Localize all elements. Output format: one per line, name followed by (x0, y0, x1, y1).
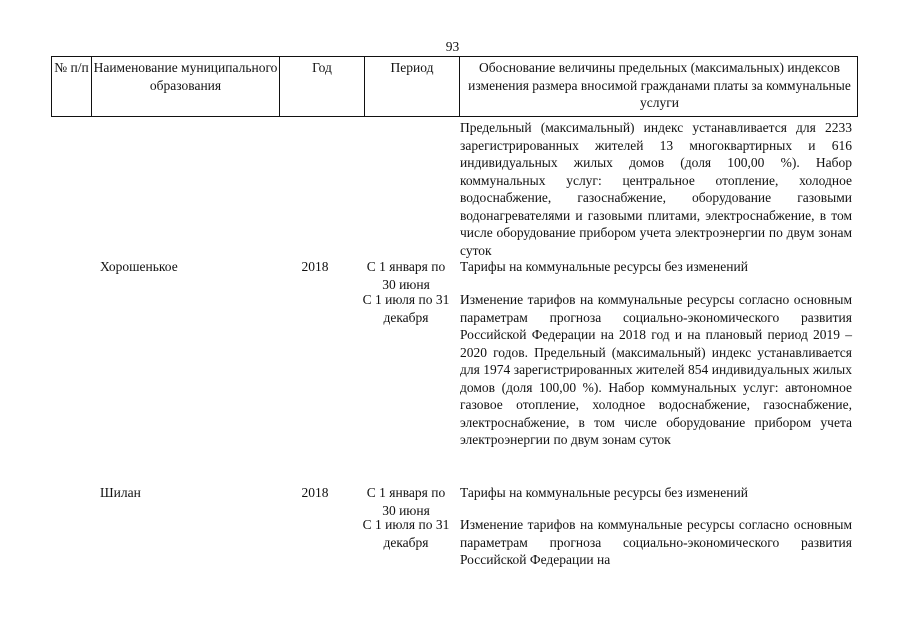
row-2-municipality: Шилан (100, 485, 141, 500)
continuation-text: Предельный (максимальный) индекс устанавливается для 2233 зарегистрированных жителей 13 многоквартирных и 616 индивидуальных жилых домов (доля 100,00 %). Набор коммунальных услуг: центральное отопление, холодное водоснабжение, газоснабжение, оборудование газовыми водонагревателями и газовыми плитами, электроснабжение, в том числе оборудование прибором учета электроэнергии по двум зонам суток (460, 120, 852, 258)
header-col-justification: Обоснование величины предельных (максимальных) индексов изменения размера вносимой гражданами платы за коммунальные услуги (468, 60, 851, 110)
row-1-justification-2 (460, 291, 852, 449)
header-col-period: Период (365, 57, 460, 116)
header-col-municipality: Наименование муниципального образования (92, 57, 280, 116)
table-header (51, 56, 858, 117)
row-1-justification-2-text: Изменение тарифов на коммунальные ресурсы согласно основным параметрам прогноза социально-экономического развития Российской Федерации на 2018 год и на плановый период 2019 – 2020 годов. Предельный (максимальный) индекс устанавливается для 1974 зарегистрированных жителей 854 индивидуальных жилых домов (доля 100,00 %). Набор коммунальных услуг: автономное газовое отопление, холодное водоснабжение, газоснабжение, электроснабжение, в том числе оборудование прибором учета электроэнергии по двум зонам суток (460, 292, 852, 447)
page-number: 93 (445, 39, 460, 54)
header-col-year: Год (280, 57, 365, 116)
continuation-justification (460, 119, 852, 259)
row-2-period-2: С 1 июля по 31 декабря (362, 517, 450, 550)
row-2-period-1: С 1 января по 30 июня (366, 485, 446, 518)
row-1-period-1: С 1 января по 30 июня (366, 259, 446, 292)
row-1-period-2: С 1 июля по 31 декабря (362, 292, 450, 325)
row-1-municipality: Хорошенькое (100, 259, 178, 274)
row-2-justification-2 (460, 516, 852, 569)
row-1-justification-1: Тарифы на коммунальные ресурсы без изменений (460, 259, 748, 274)
row-2-year: 2018 (301, 485, 329, 500)
row-1-year: 2018 (301, 259, 329, 274)
header-col-number: № п/п (52, 57, 92, 116)
row-2-justification-2-text: Изменение тарифов на коммунальные ресурсы согласно основным параметрам прогноза социально-экономического развития Российской Федерации на (460, 517, 852, 567)
row-2-justification-1: Тарифы на коммунальные ресурсы без изменений (460, 485, 748, 500)
